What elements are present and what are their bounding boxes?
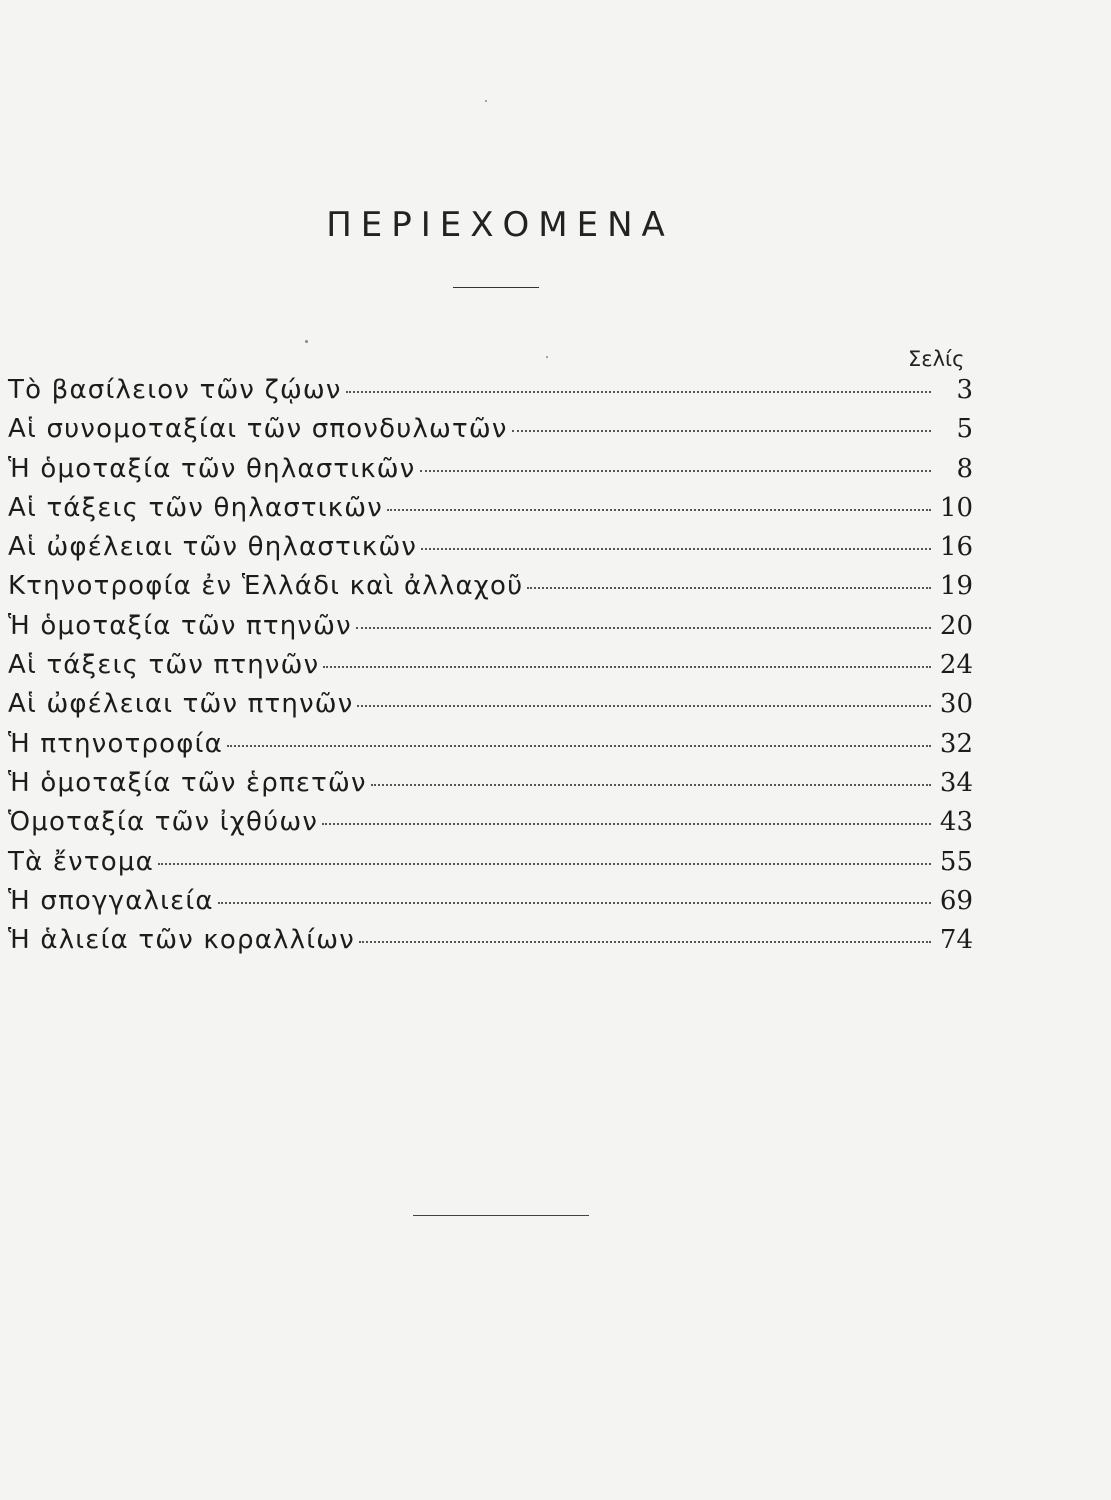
toc-entry-page: 30	[939, 689, 973, 720]
dot-leader	[227, 745, 931, 747]
toc-entry	[8, 493, 973, 532]
toc-entry-title: Αἱ ὠφέλειαι τῶν θηλαστικῶν	[8, 532, 418, 563]
toc-entry	[8, 729, 973, 768]
dot-leader	[323, 666, 931, 668]
toc-entry-page: 10	[939, 492, 973, 523]
table-of-contents	[8, 375, 973, 964]
toc-entry	[8, 532, 973, 571]
toc-entry-title: Αἱ ὠφέλειαι τῶν πτηνῶν	[8, 689, 354, 720]
toc-entry	[8, 611, 973, 650]
toc-entry-page: 3	[956, 375, 973, 405]
toc-entry-title: Ἡ πτηνοτροφία	[8, 728, 223, 759]
toc-entry-title: Τὸ βασίλειον τῶν ζῴων	[8, 375, 342, 405]
toc-entry-page: 32	[939, 728, 973, 759]
toc-entry-title: Αἱ συνομοταξίαι τῶν σπονδυλωτῶν	[8, 414, 508, 445]
toc-entry-page: 8	[956, 453, 973, 484]
toc-entry-title: Ἡ σπογγαλιεία	[8, 885, 214, 916]
toc-entry	[8, 768, 973, 807]
dot-leader	[357, 705, 931, 707]
dot-leader	[420, 470, 931, 472]
dot-leader	[371, 784, 931, 786]
toc-entry-title: Ὁμοταξία τῶν ἰχθύων	[8, 807, 319, 838]
scan-speck	[485, 100, 487, 102]
toc-entry-title: Ἡ ὁμοταξία τῶν πτηνῶν	[8, 610, 352, 641]
toc-entry	[8, 571, 973, 610]
toc-entry-title: Ἡ ὁμοταξία τῶν ἑρπετῶν	[8, 767, 367, 798]
toc-entry	[8, 847, 973, 886]
toc-entry-page: 43	[939, 807, 973, 838]
bottom-divider	[413, 1215, 589, 1216]
toc-entry-title: Κτηνοτροφία ἐν Ἑλλάδι καὶ ἀλλαχοῦ	[8, 571, 524, 602]
toc-entry-page: 20	[939, 610, 973, 641]
toc-entry	[8, 375, 973, 414]
toc-entry-page: 19	[939, 571, 973, 602]
toc-entry	[8, 886, 973, 925]
dot-leader	[387, 509, 931, 511]
toc-entry-title: Ἡ ἁλιεία τῶν κοραλλίων	[8, 925, 355, 956]
title-divider	[453, 287, 539, 288]
toc-entry-page: 5	[956, 414, 973, 445]
dot-leader	[346, 391, 931, 393]
toc-entry-page: 34	[939, 767, 973, 798]
toc-entry	[8, 414, 973, 453]
dot-leader	[527, 587, 931, 589]
toc-entry-page: 55	[939, 846, 973, 877]
toc-entry-page: 69	[939, 885, 973, 916]
toc-entry	[8, 454, 973, 493]
dot-leader	[158, 863, 931, 865]
dot-leader	[512, 430, 931, 432]
toc-entry	[8, 650, 973, 689]
toc-entry	[8, 689, 973, 728]
dot-leader	[421, 548, 931, 550]
dot-leader	[218, 902, 931, 904]
toc-entry-title: Τὰ ἔντομα	[8, 846, 154, 877]
toc-entry-title: Αἱ τάξεις τῶν θηλαστικῶν	[8, 492, 383, 523]
toc-entry-page: 74	[939, 925, 973, 956]
dot-leader	[356, 627, 931, 629]
toc-entry-title: Αἱ τάξεις τῶν πτηνῶν	[8, 650, 320, 681]
toc-entry-title: Ἡ ὁμοταξία τῶν θηλαστικῶν	[8, 453, 416, 484]
toc-entry-page: 16	[939, 532, 973, 563]
toc-entry	[8, 925, 973, 964]
dot-leader	[359, 941, 931, 943]
toc-entry-page: 24	[939, 650, 973, 681]
scan-speck	[305, 340, 308, 343]
toc-entry	[8, 807, 973, 846]
dot-leader	[322, 823, 931, 825]
pages-column-header: Σελίς	[908, 347, 965, 371]
page-title: ΠΕΡΙΕΧΟΜΕΝΑ	[326, 205, 674, 245]
scan-speck	[546, 356, 548, 358]
